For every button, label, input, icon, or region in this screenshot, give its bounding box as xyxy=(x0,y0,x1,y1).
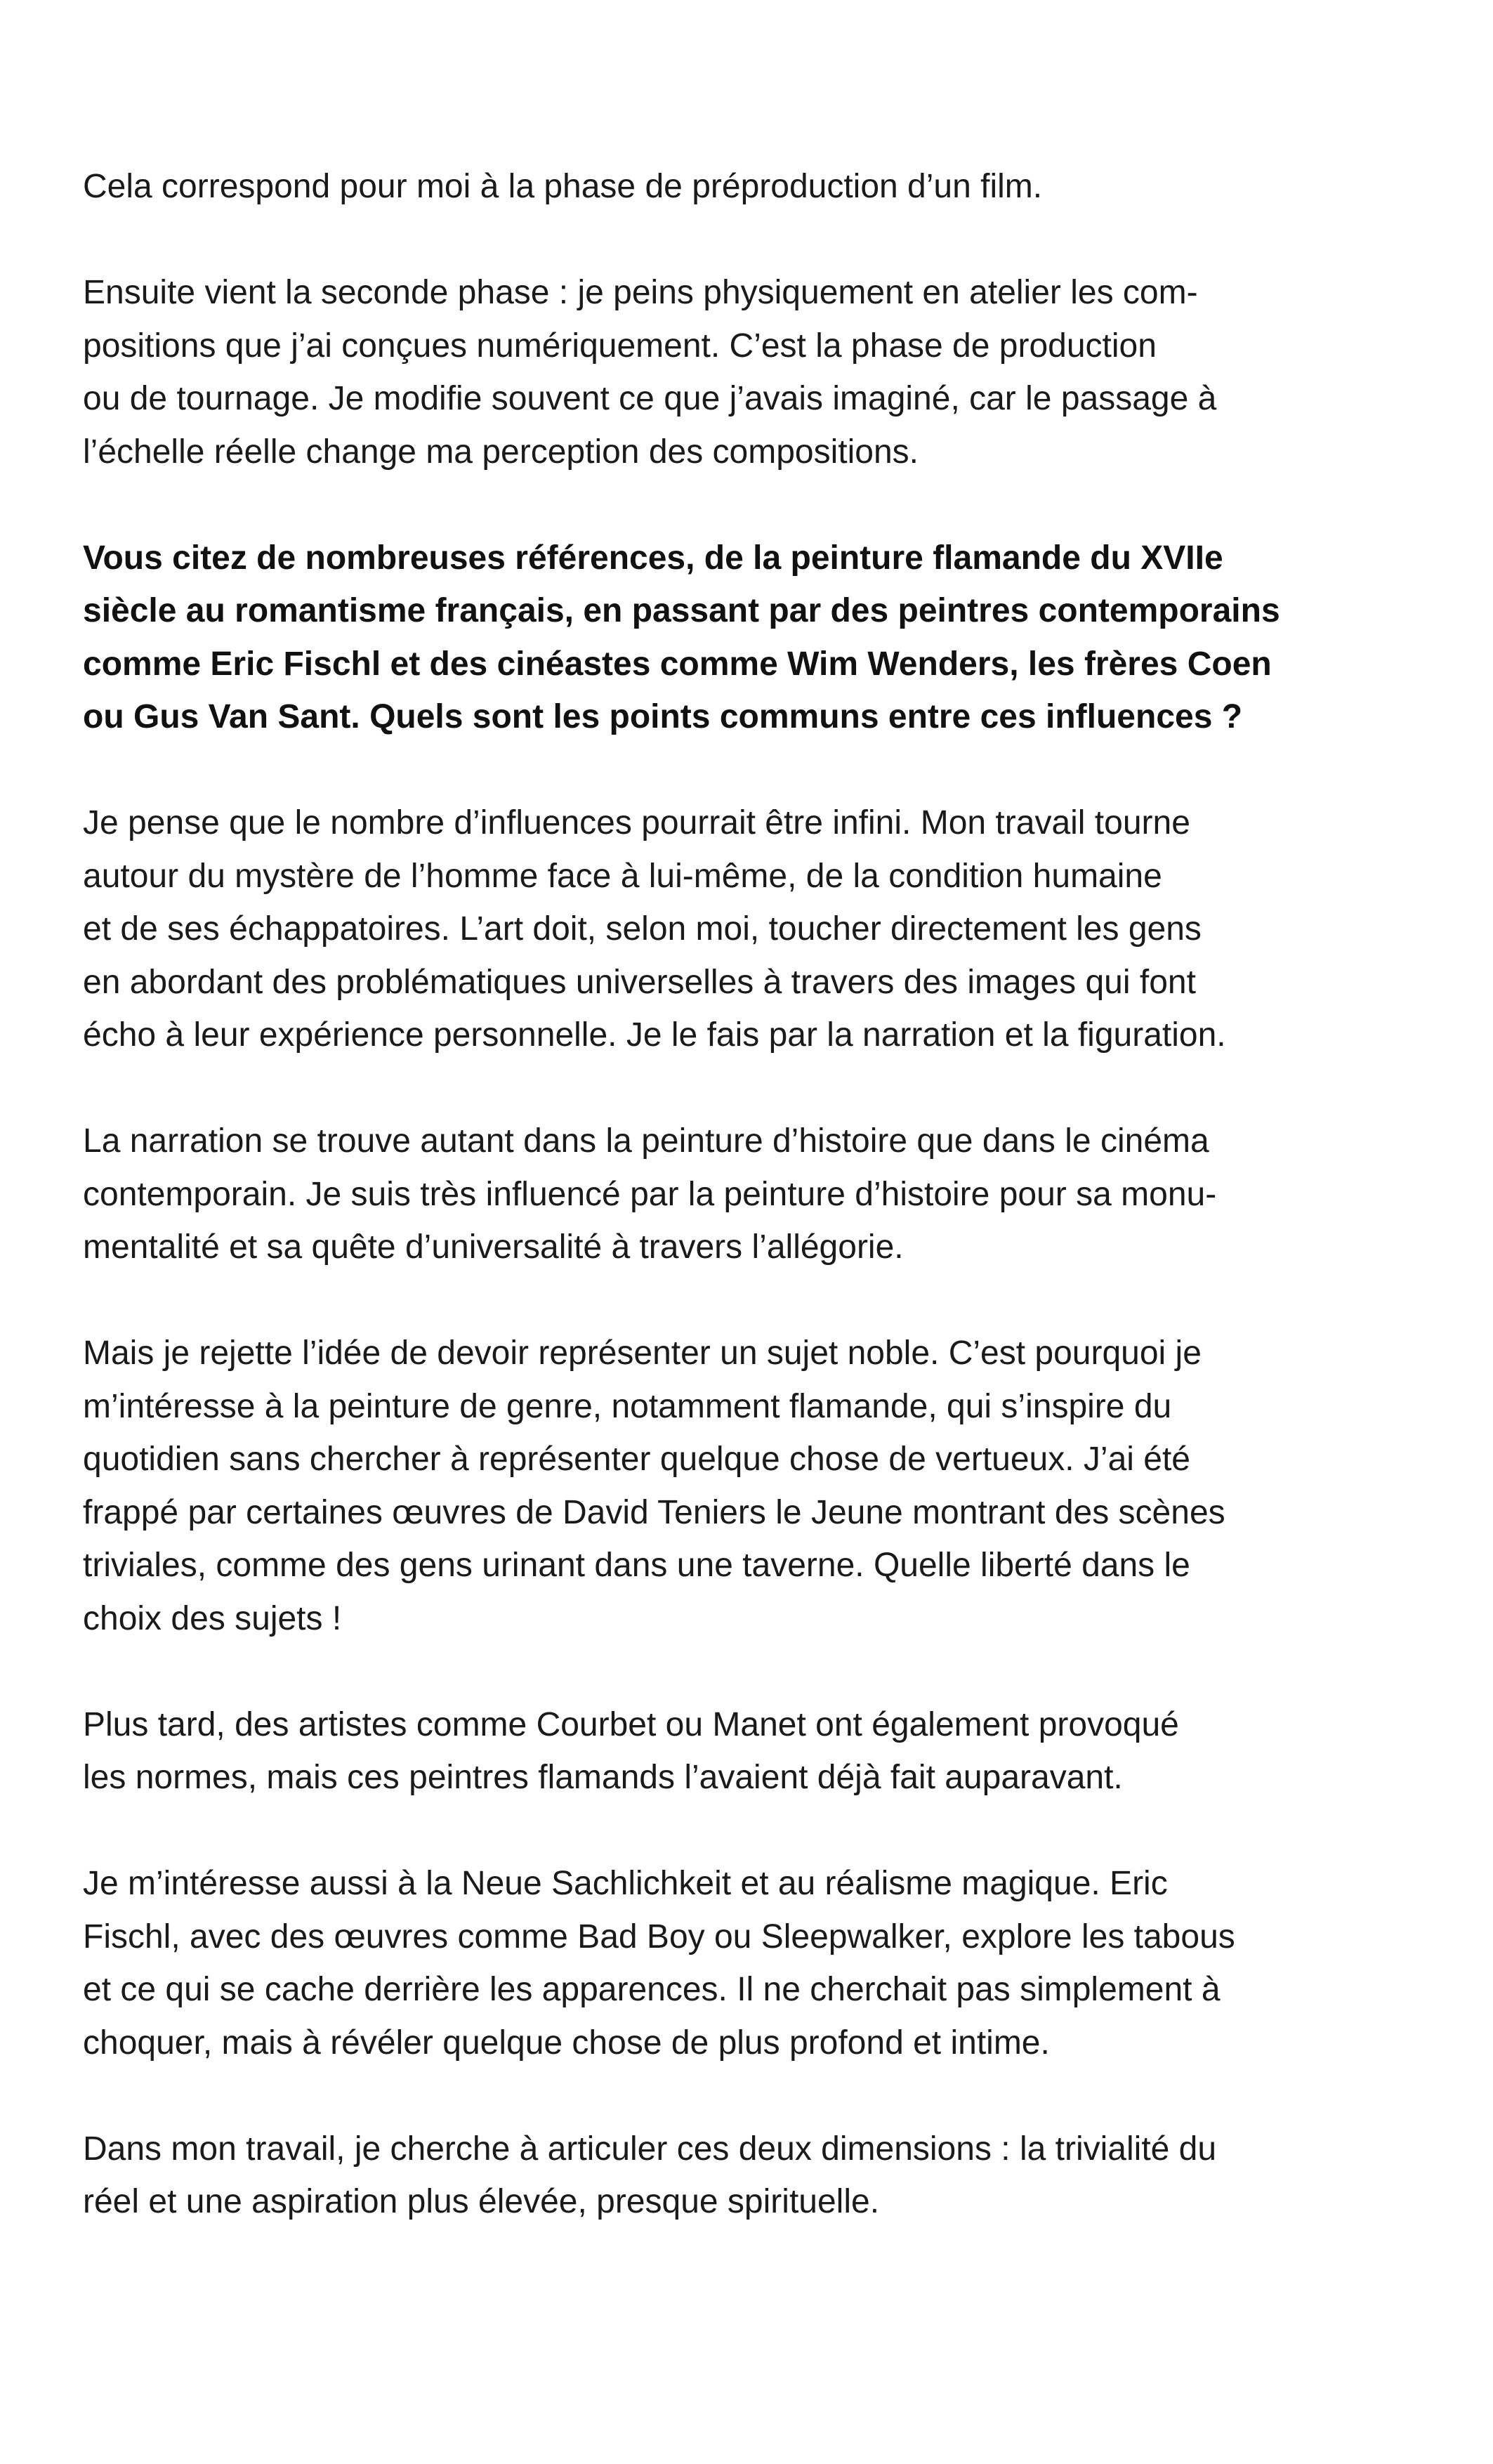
text-line: Dans mon travail, je cherche à articuler ces deux dimensions : la trivialité du xyxy=(83,2130,1217,2168)
text-line: Plus tard, des artistes comme Courbet ou Manet ont également provoqué xyxy=(83,1705,1179,1743)
document-page xyxy=(83,160,1417,2281)
text-line: et ce qui se cache derrière les apparences. Il ne cherchait pas simplement à xyxy=(83,1971,1221,2008)
text-line: triviales, comme des gens urinant dans une taverne. Quelle liberté dans le xyxy=(83,1547,1190,1584)
text-line: Je pense que le nombre d’influences pourrait être infini. Mon travail tourne xyxy=(83,804,1190,841)
paragraph-5 xyxy=(83,1115,1417,1274)
paragraph-1 xyxy=(83,160,1417,214)
paragraph-8 xyxy=(83,1857,1417,2069)
text-line: La narration se trouve autant dans la peinture d’histoire que dans le cinéma xyxy=(83,1122,1209,1160)
text-line: quotidien sans chercher à représenter quelque chose de vertueux. J’ai été xyxy=(83,1441,1190,1478)
text-line: m’intéresse à la peinture de genre, notamment flamande, qui s’inspire du xyxy=(83,1387,1172,1425)
text-line: Cela correspond pour moi à la phase de préproduction d’un film. xyxy=(83,168,1043,205)
text-line: Mais je rejette l’idée de devoir représenter un sujet noble. C’est pourquoi je xyxy=(83,1335,1202,1372)
paragraph-6 xyxy=(83,1327,1417,1645)
text-line: siècle au romantisme français, en passant par des peintres contemporains xyxy=(83,592,1280,629)
text-line: ou Gus Van Sant. Quels sont les points communs entre ces influences ? xyxy=(83,698,1243,735)
text-line: contemporain. Je suis très influencé par la peinture d’histoire pour sa monu- xyxy=(83,1175,1217,1213)
text-line: frappé par certaines œuvres de David Teniers le Jeune montrant des scènes xyxy=(83,1493,1225,1531)
text-line: Fischl, avec des œuvres comme Bad Boy ou Sleepwalker, explore les tabous xyxy=(83,1918,1235,1955)
text-line: Je m’intéresse aussi à la Neue Sachlichkeit et au réalisme magique. Eric xyxy=(83,1865,1168,1902)
text-line: en abordant des problématiques universelles à travers des images qui font xyxy=(83,963,1196,1001)
paragraph-7 xyxy=(83,1698,1417,1804)
text-line: choquer, mais à révéler quelque chose de plus profond et intime. xyxy=(83,2024,1050,2062)
text-line: écho à leur expérience personnelle. Je le fais par la narration et la figuration. xyxy=(83,1016,1226,1054)
interview-question xyxy=(83,532,1417,744)
text-line: et de ses échappatoires. L’art doit, selon moi, toucher directement les gens xyxy=(83,910,1202,948)
text-line: Ensuite vient la seconde phase : je peins physiquement en atelier les com- xyxy=(83,274,1198,311)
text-line: l’échelle réelle change ma perception des compositions. xyxy=(83,433,919,471)
paragraph-9 xyxy=(83,2123,1417,2229)
text-line: Vous citez de nombreuses références, de la peinture flamande du XVIIe xyxy=(83,539,1223,577)
text-line: mentalité et sa quête d’universalité à travers l’allégorie. xyxy=(83,1228,904,1266)
text-line: les normes, mais ces peintres flamands l’avaient déjà fait auparavant. xyxy=(83,1759,1123,1796)
paragraph-4 xyxy=(83,797,1417,1062)
text-line: positions que j’ai conçues numériquement. C’est la phase de production xyxy=(83,327,1157,365)
text-line: comme Eric Fischl et des cinéastes comme Wim Wenders, les frères Coen xyxy=(83,645,1272,683)
text-line: ou de tournage. Je modifie souvent ce que j’avais imaginé, car le passage à xyxy=(83,380,1217,417)
text-line: autour du mystère de l’homme face à lui-même, de la condition humaine xyxy=(83,857,1162,895)
text-line: réel et une aspiration plus élevée, presque spirituelle. xyxy=(83,2183,880,2220)
text-line: choix des sujets ! xyxy=(83,1599,342,1637)
paragraph-2 xyxy=(83,266,1417,478)
